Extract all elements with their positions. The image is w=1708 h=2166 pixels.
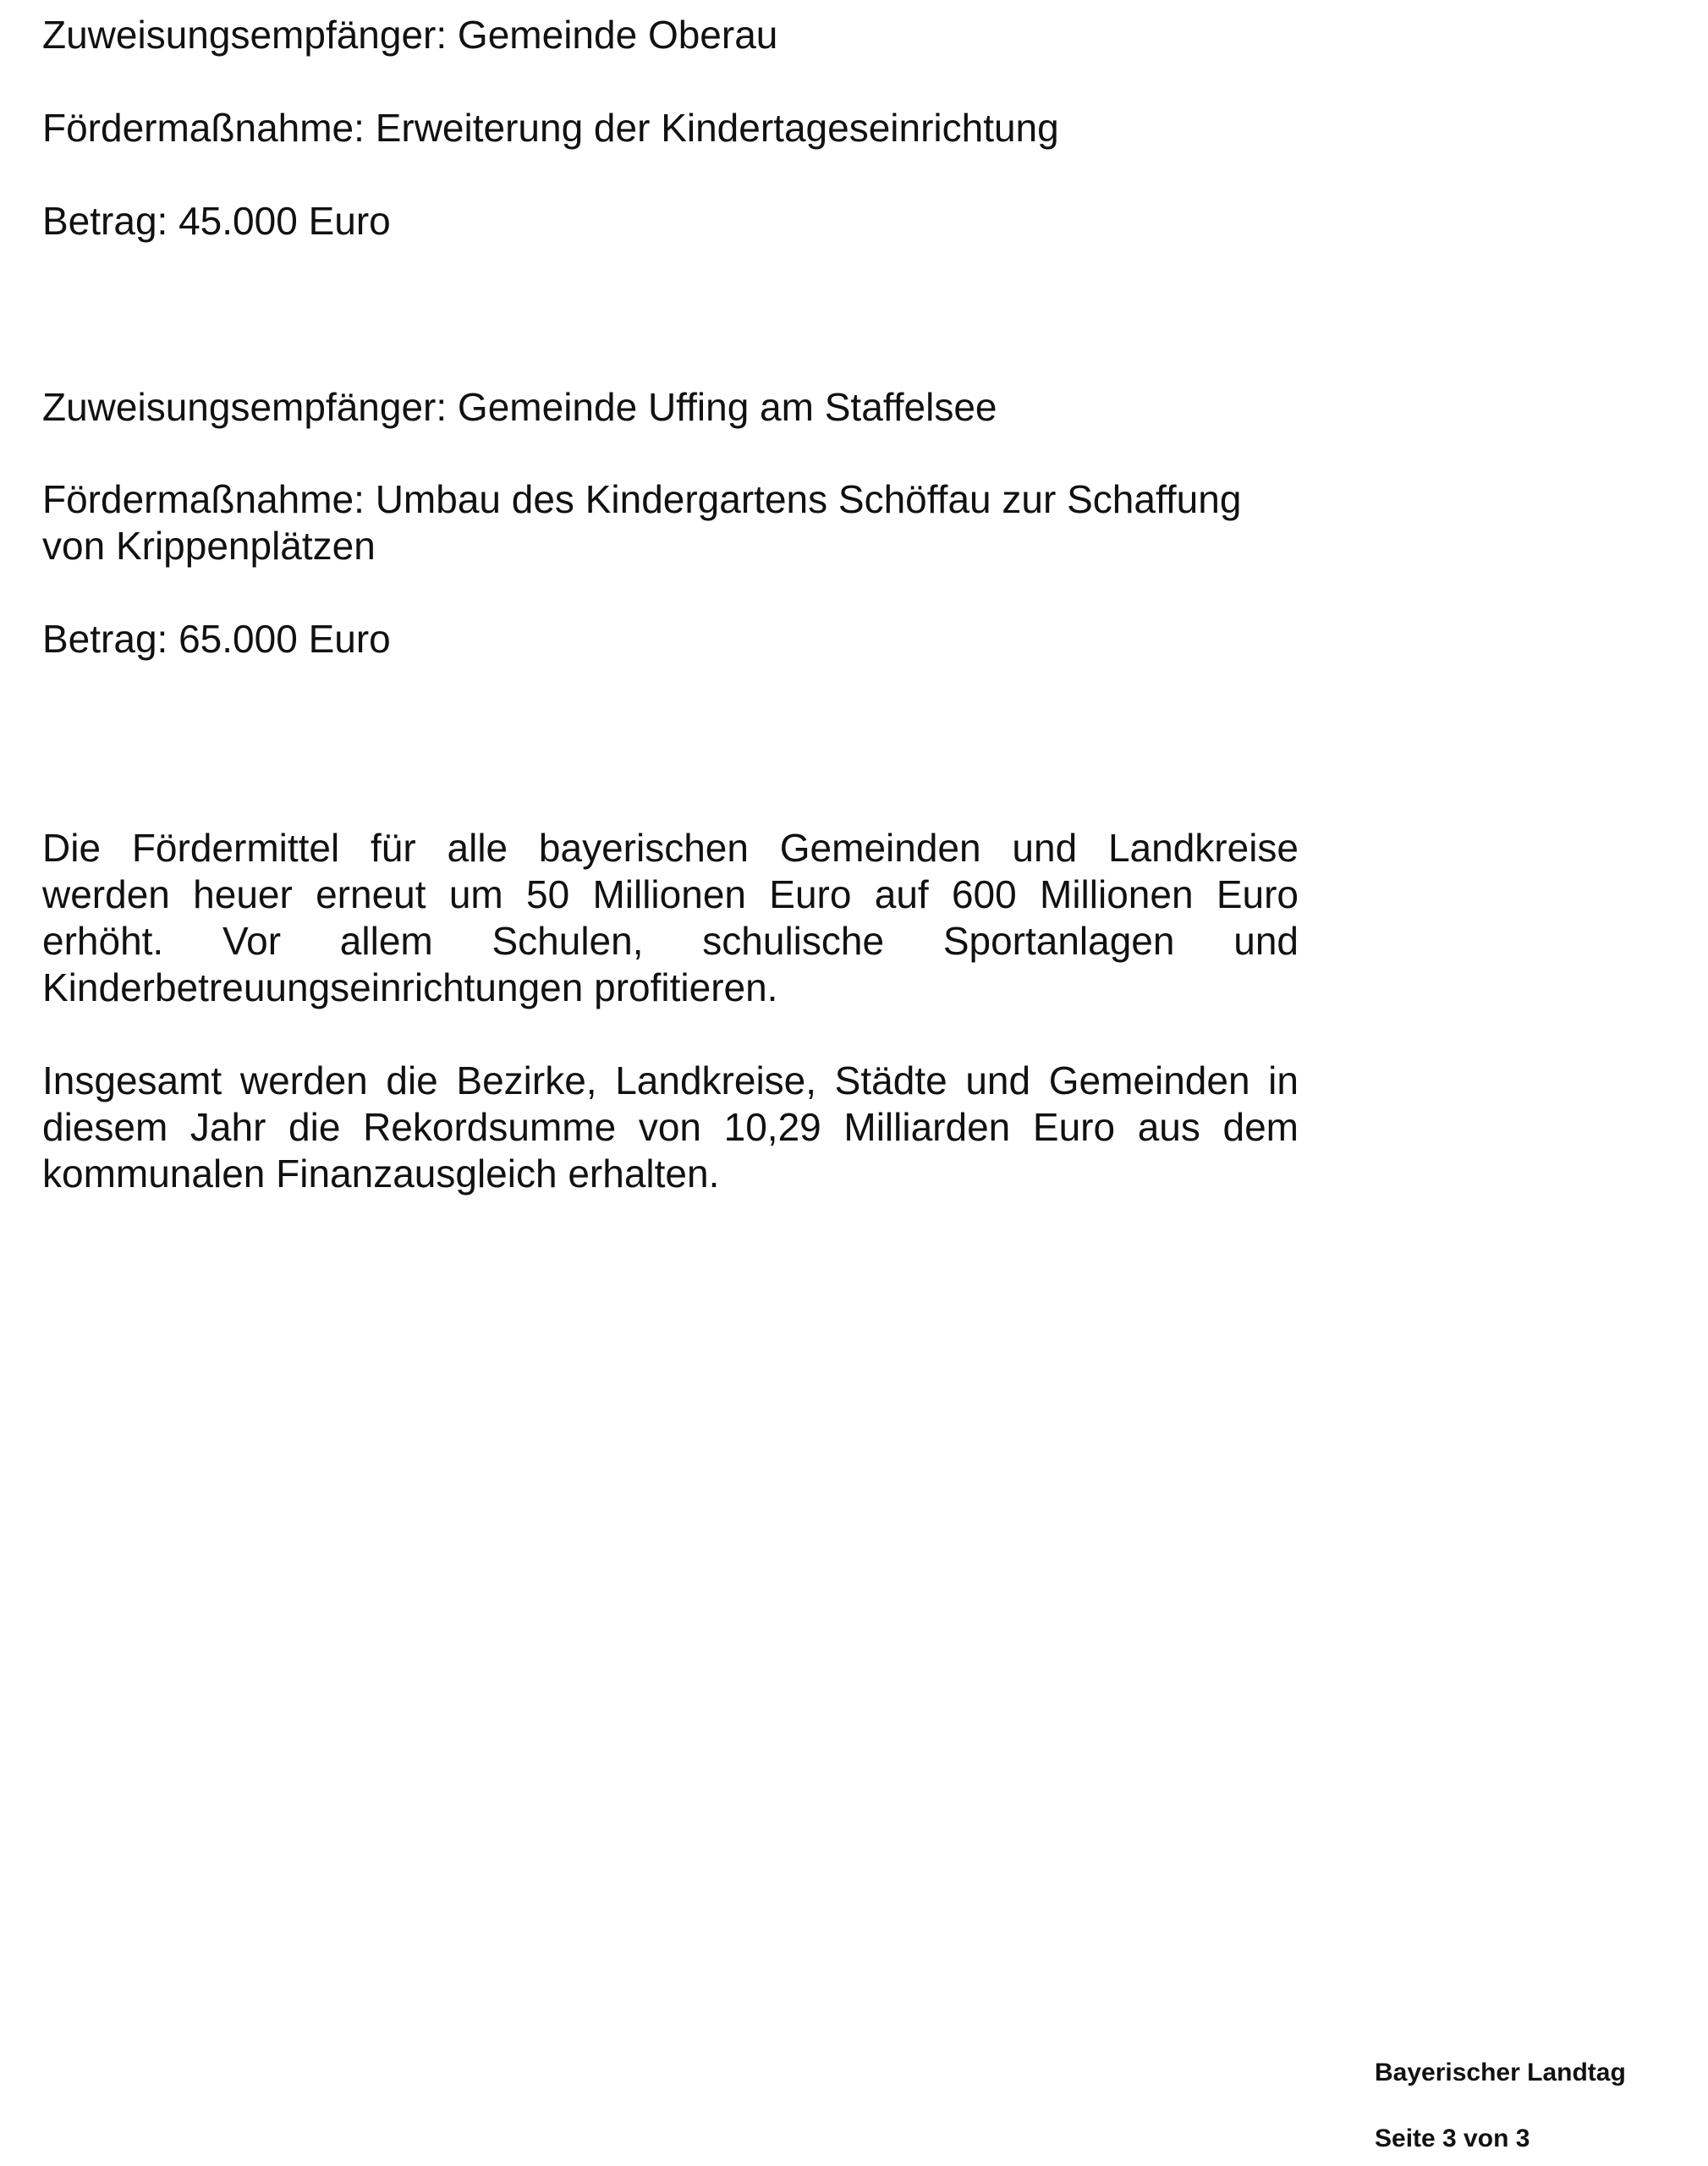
entry-2-recipient: Zuweisungsempfänger: Gemeinde Uffing am Staffelsee: [42, 385, 997, 429]
paragraph-total-sum: [42, 1058, 1299, 1197]
paragraph-1-line: Kinderbetreuungseinrichtungen profitieren.: [42, 965, 778, 1009]
paragraph-1-line: erhöht. Vor allem Schulen, schulische Sportanlagen und: [42, 919, 1299, 963]
entry-2-amount: Betrag: 65.000 Euro: [42, 617, 391, 661]
footer-page-number: Seite 3 von 3: [1375, 2125, 1530, 2152]
paragraph-1-line: Die Fördermittel für alle bayerischen Gemeinden und Landkreise: [42, 826, 1299, 870]
entry-2-measure-line-1: Fördermaßnahme: Umbau des Kindergartens Schöffau zur Schaffung: [42, 477, 1242, 521]
entry-1-measure: Fördermaßnahme: Erweiterung der Kindertageseinrichtung: [42, 106, 1059, 150]
paragraph-2-line: diesem Jahr die Rekordsumme von 10,29 Milliarden Euro aus dem: [42, 1105, 1299, 1149]
entry-2-measure-line-2: von Krippenplätzen: [42, 524, 376, 568]
footer-organization: Bayerischer Landtag: [1375, 2059, 1626, 2086]
paragraph-2-line: kommunalen Finanzausgleich erhalten.: [42, 1152, 720, 1196]
paragraph-funding-increase: [42, 825, 1299, 1011]
paragraph-2-line: Insgesamt werden die Bezirke, Landkreise, Städte und Gemeinden in: [42, 1058, 1299, 1102]
entry-1-recipient: Zuweisungsempfänger: Gemeinde Oberau: [42, 13, 778, 57]
entry-1-amount: Betrag: 45.000 Euro: [42, 199, 391, 243]
paragraph-1-line: werden heuer erneut um 50 Millionen Euro auf 600 Millionen Euro: [42, 872, 1299, 916]
